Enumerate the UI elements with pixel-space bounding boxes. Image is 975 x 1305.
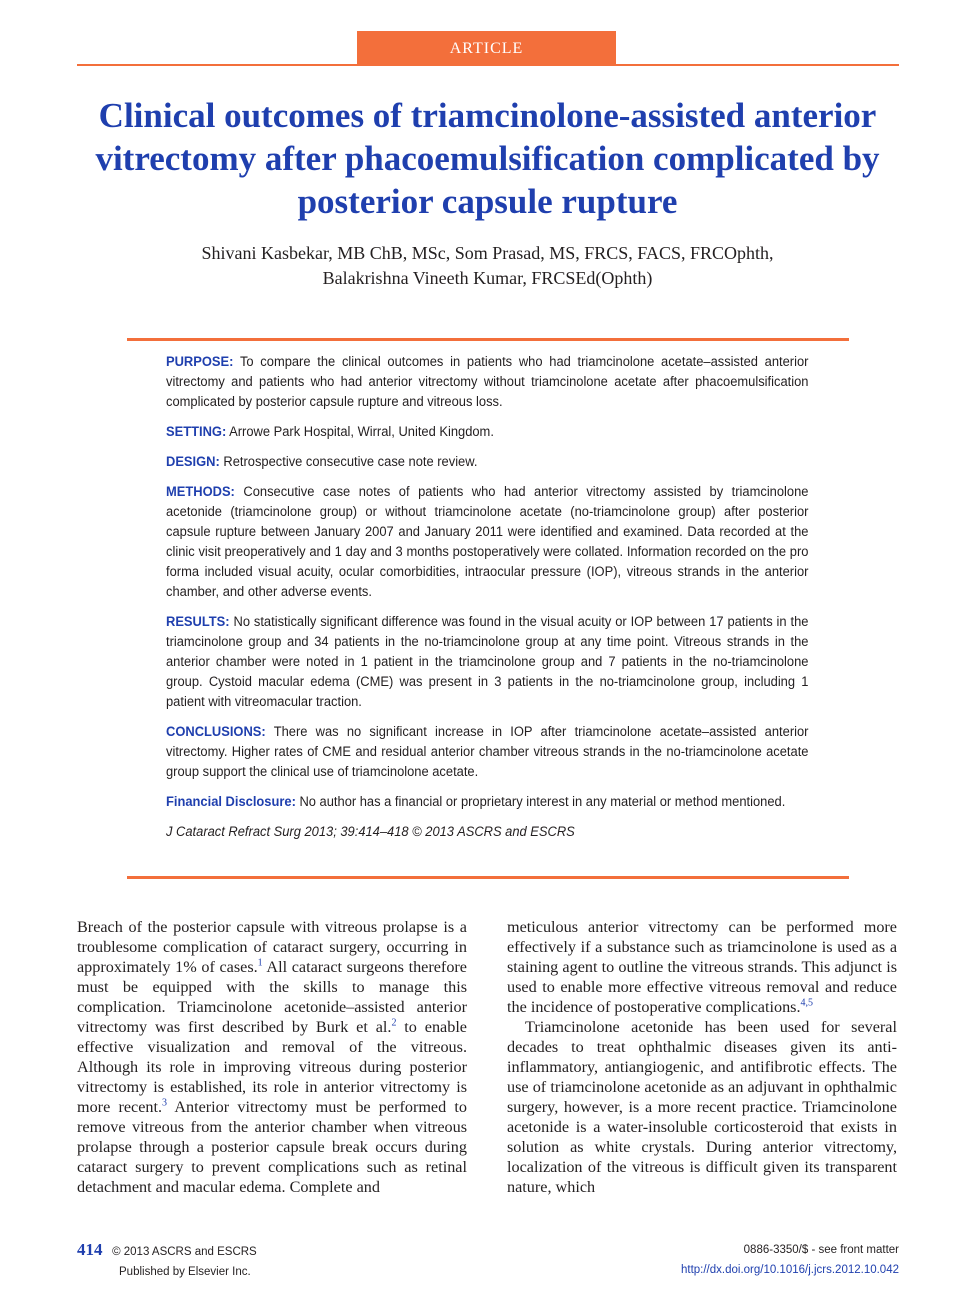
body-text: All cataract surgeons therefore must be equipped with the skills to manage this complication. Triamcinolone acetonide–assisted anterior vitrectomy was first described by Burk et al. [77, 958, 467, 1036]
setting-label: SETTING: [166, 424, 227, 440]
abstract-results [166, 612, 808, 712]
body-text: meticulous anterior vitrectomy can be performed more effectively if a substance such as triamcinolone is used as a staining agent to outline the vitreous strands. This adjunct is used to enable more effective vitreous removal and reduce the incidence of postoperative complications. [507, 918, 897, 1016]
authors-line-2: Balakrishna Vineeth Kumar, FRCSEd(Ophth) [322, 268, 653, 288]
copyright: © 2013 ASCRS and ESCRS [112, 1246, 257, 1258]
purpose-label: PURPOSE: [166, 354, 234, 370]
conclusions-label: CONCLUSIONS: [166, 724, 266, 740]
abstract-conclusions [166, 722, 808, 782]
disclosure-text: No author has a financial or proprietary interest in any material or method mentioned. [299, 794, 786, 810]
abstract-methods [166, 482, 808, 602]
footer-left-line-1 [77, 1240, 257, 1262]
journal-citation: J Cataract Refract Surg 2013; 39:414–418 © 2013 ASCRS and ESCRS [166, 824, 575, 840]
author-list [90, 241, 885, 291]
doi-link[interactable]: http://dx.doi.org/10.1016/j.jcrs.2012.10.042 [680, 1264, 899, 1276]
abstract-disclosure [166, 792, 808, 812]
page-number: 414 [77, 1240, 103, 1259]
issn: 0886-3350/$ - see front matter [743, 1244, 899, 1256]
body-text: Anterior vitrectomy must be performed to remove vitreous from the anterior chamber when vitreous prolapse through a posterior capsule break occurs during cataract surgery to prevent complications such as retinal detachment and macular edema. Complete and [77, 1098, 467, 1196]
design-label: DESIGN: [166, 454, 220, 470]
conclusions-text: There was no significant increase in IOP after triamcinolone acetate–assisted anterior vitrectomy. Higher rates of CME and residual anterior chamber vitreous strands in the no-triamcinolone acetate group support the clinical use of triamcinolone acetate. [166, 724, 809, 780]
reference-link[interactable]: 1 [257, 957, 263, 969]
abstract-top-rule [127, 338, 849, 341]
results-label: RESULTS: [166, 614, 230, 630]
abstract [166, 352, 808, 852]
footer-left [77, 1240, 257, 1282]
disclosure-label: Financial Disclosure: [166, 794, 296, 810]
article-title: Clinical outcomes of triamcinolone-assisted anterior vitrectomy after phacoemulsification complicated by posterior capsule rupture [95, 96, 880, 221]
reference-link[interactable]: 3 [162, 1097, 168, 1109]
intro-paragraph-1-cont [507, 917, 897, 1017]
methods-text: Consecutive case notes of patients who had anterior vitrectomy assisted by triamcinolone acetonide (triamcinolone group) or without triamcinolone acetate (no-triamcinolone group) after posterior capsule rupture between January 2007 and January 2011 were identified and examined. Data recorded at the clinic visit preoperatively and 1 day and 3 months postoperatively were collated. Information recorded on the pro forma included visual acuity, ocular comorbidities, intraocular pressure (IOP), vitreous strands in the anterior chamber, and other adverse events. [166, 484, 809, 600]
footer-right [681, 1240, 899, 1280]
abstract-bottom-rule [127, 876, 849, 879]
body-column-right [507, 917, 897, 1197]
reference-link[interactable]: 4,5 [800, 997, 814, 1009]
purpose-text: To compare the clinical outcomes in patients who had triamcinolone acetate–assisted anterior vitrectomy and patients who had anterior vitrectomy without triamcinolone acetate after phacoemulsification complicated by posterior capsule rupture and vitreous loss. [166, 354, 809, 410]
intro-paragraph-2: Triamcinolone acetonide has been used for several decades to treat ophthalmic diseases given its anti-inflammatory, antiangiogenic, and antifibrotic effects. The use of triamcinolone acetonide as an adjuvant in ophthalmic surgery, however, is a more recent practice. Triamcinolone acetonide is a water-insoluble corticosteroid that exists in solution as white crystals. During anterior vitrectomy, localization of the vitreous is difficult given its transparent nature, which [507, 1018, 897, 1196]
body-text: Breach of the posterior capsule with vitreous prolapse is a troublesome complication of cataract surgery, occurring in approximately 1% of cases. [77, 918, 467, 976]
results-text: No statistically significant difference was found in the visual acuity or IOP between 17 patients in the triamcinolone group and 34 patients in the no-triamcinolone group at any time point. Vitreous strands in the anterior chamber were noted in 1 patient in the triamcinolone group and 7 patients in the no-triamcinolone group. Cystoid macular edema (CME) was present in 3 patients in the no-triamcinolone group, including 1 patient with vitreomacular traction. [166, 614, 809, 710]
authors-line-1: Shivani Kasbekar, MB ChB, MSc, Som Prasad, MS, FRCS, FACS, FRCOphth, [201, 243, 774, 263]
abstract-purpose [166, 352, 808, 412]
intro-paragraph-1 [77, 917, 467, 1197]
design-text: Retrospective consecutive case note review. [223, 454, 478, 470]
body-column-left [77, 917, 467, 1197]
article-type-tab: ARTICLE [357, 31, 616, 65]
abstract-setting [166, 422, 808, 442]
header-divider [77, 64, 899, 66]
methods-label: METHODS: [166, 484, 235, 500]
publisher: Published by Elsevier Inc. [119, 1266, 251, 1278]
abstract-design [166, 452, 808, 472]
reference-link[interactable]: 2 [391, 1017, 397, 1029]
body-text: to enable effective visualization and removal of the vitreous. Although its role in improving vitreous during posterior vitrectomy is established, its role in anterior vitrectomy is more recent. [77, 1018, 467, 1116]
setting-text: Arrowe Park Hospital, Wirral, United Kingdom. [229, 424, 494, 440]
